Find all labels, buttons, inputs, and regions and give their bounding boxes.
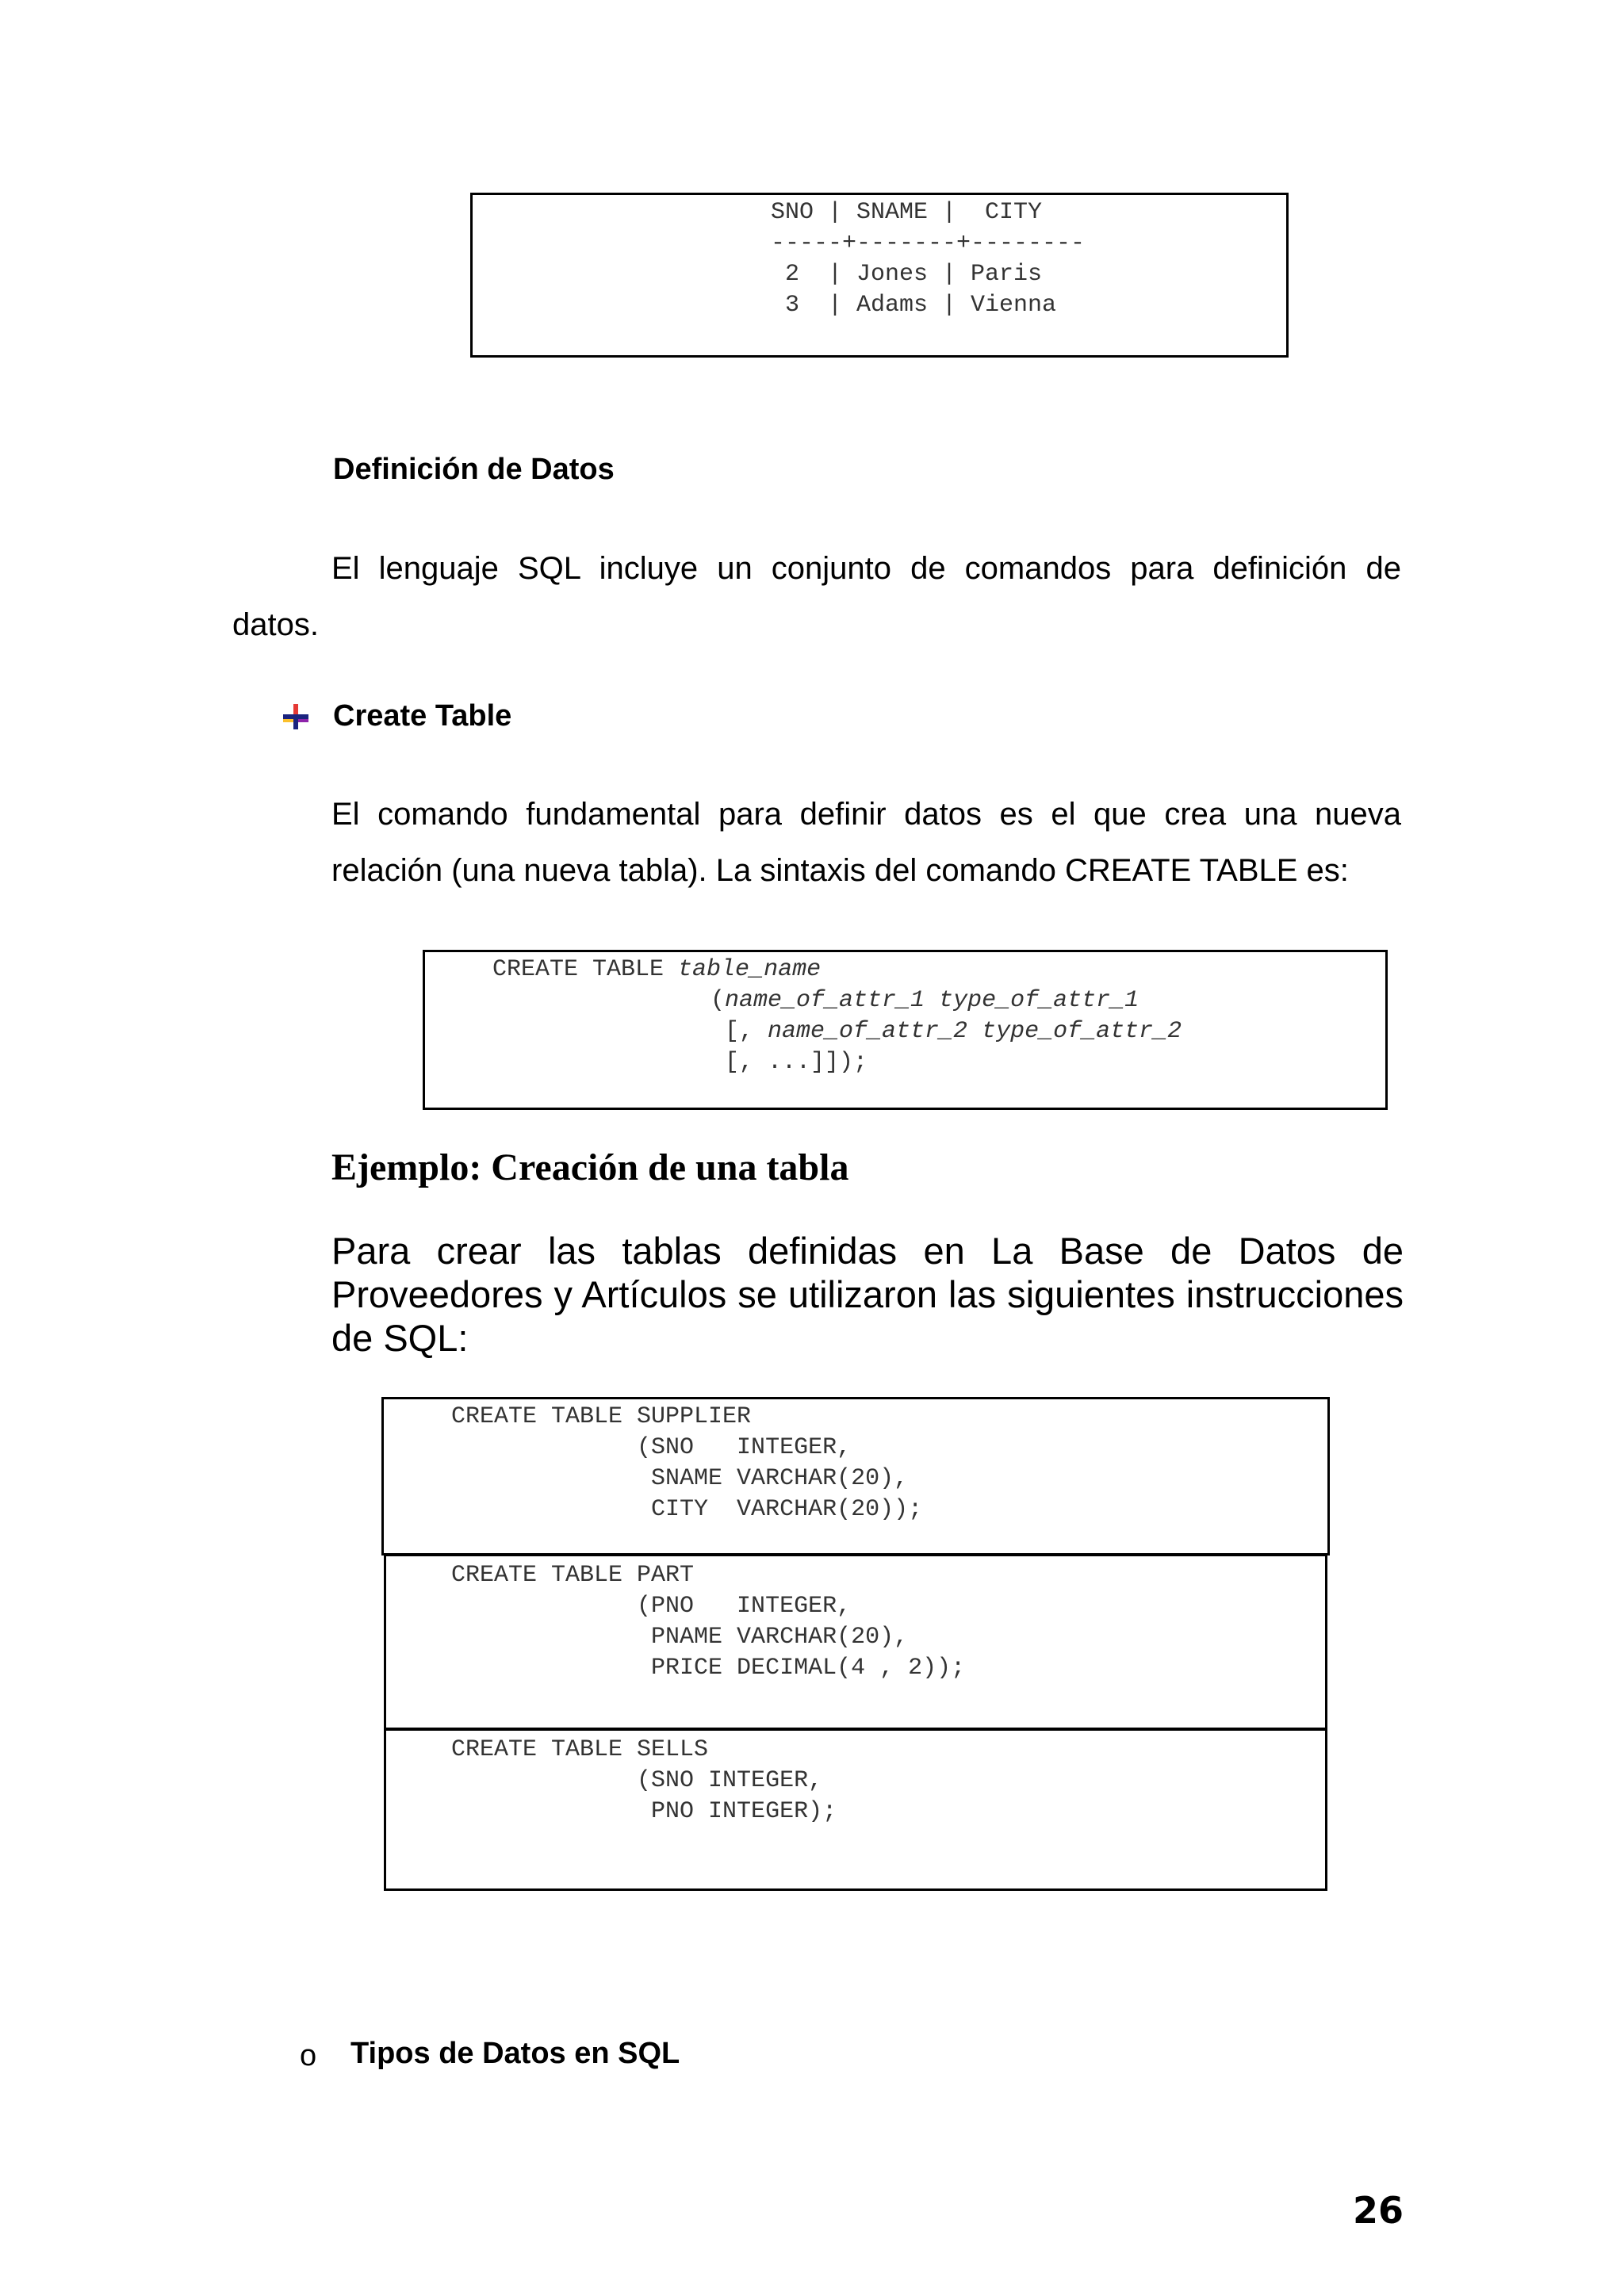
plus-bullet-icon <box>280 701 312 733</box>
syntax-line3-prefix: [, <box>710 1018 768 1045</box>
sql-line: PNAME VARCHAR(20), <box>451 1624 909 1651</box>
sql-line: PNO INTEGER); <box>451 1798 837 1825</box>
sql-block-supplier <box>381 1397 1330 1556</box>
syntax-attr-1: name_of_attr_1 type_of_attr_1 <box>725 987 1139 1014</box>
create-table-para-line-1: El comando fundamental para definir datos es el que crea una nueva <box>331 797 1401 832</box>
syntax-line-1 <box>492 955 821 985</box>
create-table-heading: Create Table <box>333 699 512 733</box>
sql-line: CREATE TABLE SUPPLIER <box>451 1403 752 1430</box>
syntax-table-name: table_name <box>678 956 822 983</box>
data-types-heading: Tipos de Datos en SQL <box>350 2037 680 2070</box>
result-table-header: SNO | SNAME | CITY <box>771 199 1043 226</box>
example-heading: Ejemplo: Creación de una tabla <box>331 1146 849 1188</box>
sql-line: CITY VARCHAR(20)); <box>451 1496 923 1523</box>
syntax-open-paren: ( <box>710 987 726 1014</box>
result-table-box <box>470 193 1289 358</box>
syntax-line-4: [, ...]]); <box>710 1049 868 1076</box>
sql-line: (SNO INTEGER, <box>451 1434 852 1461</box>
create-table-para-line-2: relación (una nueva tabla). La sintaxis del comando CREATE TABLE es: <box>331 853 1349 888</box>
syntax-box <box>423 950 1388 1110</box>
syntax-line-3 <box>710 1016 1182 1047</box>
intro-line-2: datos. <box>232 607 319 642</box>
syntax-line-2 <box>710 985 1139 1016</box>
sql-line: (PNO INTEGER, <box>451 1593 852 1620</box>
sql-line: SNAME VARCHAR(20), <box>451 1465 909 1492</box>
bullet-marker: o <box>300 2039 317 2072</box>
section-title: Definición de Datos <box>333 453 615 486</box>
syntax-keyword: CREATE TABLE <box>492 956 679 983</box>
sql-line: CREATE TABLE SELLS <box>451 1736 709 1763</box>
intro-line-1: El lenguaje SQL incluye un conjunto de comandos para definición de <box>331 551 1401 586</box>
syntax-attr-2: name_of_attr_2 type_of_attr_2 <box>768 1018 1182 1045</box>
result-table-row: 2 | Jones | Paris <box>771 261 1043 288</box>
result-table-row: 3 | Adams | Vienna <box>771 292 1057 319</box>
sql-block-part <box>384 1554 1327 1730</box>
result-table-separator: -----+-------+-------- <box>771 230 1086 257</box>
sql-block-sells <box>384 1728 1327 1891</box>
page-number: 26 <box>1353 2189 1404 2232</box>
sql-line: CREATE TABLE PART <box>451 1562 695 1589</box>
sql-line: (SNO INTEGER, <box>451 1767 823 1794</box>
example-paragraph: Para crear las tablas definidas en La Base de Datos de Proveedores y Artículos se utilizaron las siguientes instrucciones de SQL: <box>331 1230 1404 1359</box>
sql-line: PRICE DECIMAL(4 , 2)); <box>451 1655 966 1682</box>
